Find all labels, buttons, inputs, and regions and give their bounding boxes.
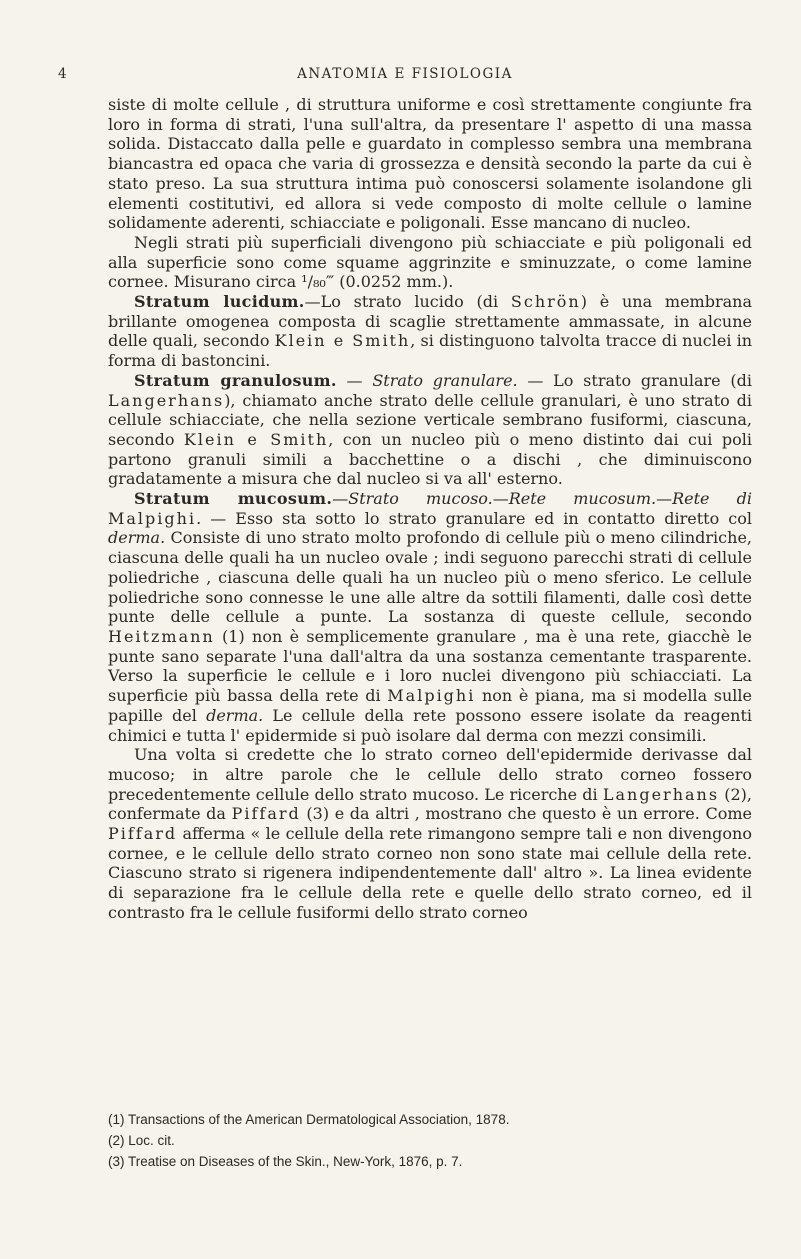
- text-run: ) è una membrana brillante omogenea composta di scaglie strettamente ammassate, in alcune delle quali, secondo: [108, 292, 753, 351]
- section-heading: Stratum lucidum.: [134, 292, 305, 312]
- italic-term: Rete mucosum.: [508, 489, 657, 509]
- text-run: . — Esso sta sotto lo strato granulare ed in contatto diretto col: [196, 508, 752, 528]
- author-name: Malpighi: [387, 686, 476, 706]
- paragraph-stratum-granulosum: [108, 371, 752, 489]
- body-text: [108, 95, 752, 923]
- author-name: Klein e Smith: [183, 429, 329, 449]
- text-run: (3) e da altri , mostrano che questo è un errore. Come: [300, 804, 753, 824]
- text-run: —: [492, 489, 509, 509]
- italic-term: Rete di: [672, 489, 753, 509]
- text-run: Le cellule della rete possono essere isolate da reagenti chimici e tutta l' epidermide si può isolare dal derma con mezzi consimili.: [108, 705, 753, 745]
- footnote: (1) Transactions of the American Dermatological Association, 1878.: [108, 1112, 510, 1127]
- author-name: Piffard: [231, 804, 301, 824]
- paragraph-stratum-lucidum: [108, 292, 752, 371]
- running-head: [58, 66, 752, 88]
- text-run: —Lo strato lucido (di: [304, 292, 511, 312]
- section-heading: Stratum granulosum.: [134, 370, 337, 390]
- italic-term: Strato mucoso.: [348, 489, 493, 509]
- footnote: (3) Treatise on Diseases of the Skin., New-York, 1876, p. 7.: [108, 1154, 463, 1169]
- text-run: (1) non è semplicemente granulare , ma è una rete, giacchè le punte sano separate l'una dall'altra da una sostanza cementante trasparente. Verso la superficie le cellule e i loro nuclei divengono più schiacciati. La superficie più bassa della rete di: [108, 626, 752, 706]
- author-name: Langerhans: [108, 390, 225, 410]
- author-name: Heitzmann: [108, 626, 215, 646]
- page-number: 4: [58, 66, 69, 82]
- paragraph-2: Negli strati più superficiali divengono più schiacciate e più poligonali ed alla superficie sono come squame aggrinzite e sminuzzate, o come lamine cornee. Misurano circa ¹/₈₀‴ (0.0252 mm.).: [108, 232, 752, 292]
- italic-term: derma.: [108, 528, 166, 548]
- text-run: ), chiamato anche strato delle cellule granulari, è uno strato di cellule schiacciate, che nella sezione verticale sembrano fusiformi, ciascuna, secondo: [108, 390, 752, 449]
- italic-term: Strato granulare.: [372, 370, 518, 390]
- text-run: non è piana, ma si modella sulle papille del: [108, 686, 753, 725]
- text-run: (2), confermate da: [108, 784, 752, 824]
- paragraph-1: siste di molte cellule , di struttura uniforme e così strettamente congiunte fra loro in forma di strati, l'una sull'altra, da presentare l' aspetto di una massa solida. Distaccato dalla pelle e guardato in complesso sembra una membrana biancastra ed opaca che varia di grossezza e densità secondo la parte da cui è stato preso. La sua struttura intima può conoscersi solamente isolandone gli elementi costitutivi, ed allora si vede composto di molte cellule o lamine solidamente aderenti, schiacciate e poligonali. Esse mancano di nucleo.: [108, 95, 752, 233]
- text-run: —: [656, 489, 673, 509]
- text-run: Consiste di uno strato molto profondo di cellule più o meno cilindriche, ciascuna delle quali ha un nucleo ovale ; indi seguono parecchi strati di cellule poliedriche , ciascuna delle quali ha un nucleo più o meno sferico. Le cellule poliedriche sono connesse le une alle altre da sottili filamenti, dalle così dette punte delle cellule a punte. La sostanza di queste cellule, secondo: [108, 528, 752, 627]
- paragraph-6: [108, 745, 752, 922]
- text-run: , si distinguono talvolta tracce di nuclei in forma di bastoncini.: [108, 331, 752, 371]
- footnote: (2) Loc. cit.: [108, 1133, 175, 1148]
- text-run: Una volta si credette che lo strato corneo dell'epidermide derivasse dal mucoso; in altre parole che le cellule dello strato corneo fossero precedentemente cellule dello strato mucoso. Le ricerche di: [108, 745, 752, 804]
- text-run: —: [336, 370, 373, 390]
- italic-term: derma.: [206, 705, 264, 725]
- author-name: Schrön: [510, 292, 581, 312]
- section-heading: Stratum mucosum.: [134, 489, 333, 509]
- text-run: afferma « le cellule della rete rimangono sempre tali e non divengono cornee, e le cellule dello strato corneo non sono state mai cellule della rete. Ciascuno strato si rigenera indipendentemente dall' altro ». La linea evidente di separazione fra le cellule della rete e quelle dello strato corneo, ed il contrasto fra le cellule fusiformi dello strato corneo: [108, 824, 752, 922]
- footnotes: [108, 1109, 752, 1172]
- author-name: Langerhans: [602, 784, 720, 804]
- author-name: Malpighi: [108, 508, 197, 528]
- text-run: —: [332, 489, 349, 509]
- running-title: ANATOMIA E FISIOLOGIA: [297, 66, 513, 82]
- author-name: Klein e Smith: [274, 331, 411, 351]
- paragraph-stratum-mucosum: [108, 489, 752, 745]
- author-name: Piffard: [108, 824, 178, 844]
- text-run: , con un nucleo più o meno distinto dai cui poli partono granuli simili a bacchettine o a dischi , che diminuiscono gradatamente a misura che dal nucleo si va all' esterno.: [108, 429, 752, 489]
- text-run: — Lo strato granulare (di: [517, 370, 753, 390]
